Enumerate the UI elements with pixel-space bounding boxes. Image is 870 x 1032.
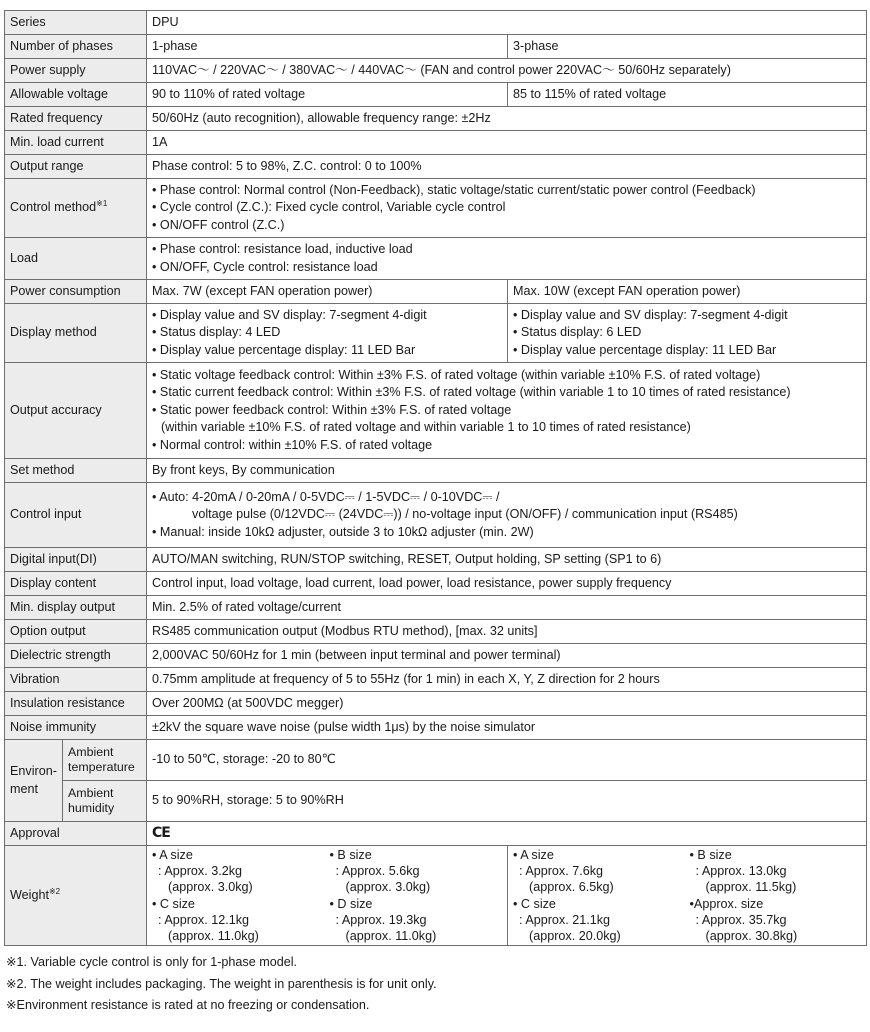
control-input-line: voltage pulse (0/12VDC⎓ (24VDC⎓)) / no-voltage input (ON/OFF) / communication input (RS485)	[192, 507, 738, 522]
row-power-supply	[5, 59, 867, 83]
series-value: DPU	[147, 11, 867, 35]
output-accuracy-line: • Static current feedback control: Within ±3% F.S. of rated voltage (within variable 1 to 10 times of rated resistance)	[152, 385, 791, 400]
power-consumption-single: Max. 7W (except FAN operation power)	[147, 280, 508, 304]
display-method-three	[508, 304, 867, 363]
weight-approx: : Approx. 3.2kg	[158, 863, 243, 878]
set-method-value: By front keys, By communication	[147, 459, 867, 483]
row-set-method	[5, 459, 867, 483]
display-method-single	[147, 304, 508, 363]
row-display-method	[5, 304, 867, 363]
phases-single: 1-phase	[147, 35, 508, 59]
insulation-resistance-label: Insulation resistance	[5, 692, 147, 716]
min-load-current-label: Min. load current	[5, 131, 147, 155]
power-consumption-label: Power consumption	[5, 280, 147, 304]
ambient-humidity-value: 5 to 90%RH, storage: 5 to 90%RH	[147, 781, 867, 822]
ambient-humidity-label	[63, 781, 147, 822]
noise-immunity-label: Noise immunity	[5, 716, 147, 740]
row-noise-immunity	[5, 716, 867, 740]
weight-approx: : Approx. 12.1kg	[158, 912, 250, 927]
row-vibration	[5, 668, 867, 692]
row-display-content	[5, 572, 867, 596]
allowable-voltage-three: 85 to 115% of rated voltage	[508, 83, 867, 107]
weight-unit-only: (approx. 30.8kg)	[705, 929, 798, 944]
min-display-output-label: Min. display output	[5, 596, 147, 620]
row-digital-input	[5, 548, 867, 572]
digital-input-value: AUTO/MAN switching, RUN/STOP switching, RESET, Output holding, SP setting (SP1 to 6)	[147, 548, 867, 572]
allowable-voltage-label: Allowable voltage	[5, 83, 147, 107]
spec-table	[4, 10, 867, 946]
vibration-value: 0.75mm amplitude at frequency of 5 to 55Hz (for 1 min) in each X, Y, Z direction for 2 hours	[147, 668, 867, 692]
weight-approx: : Approx. 21.1kg	[519, 912, 611, 927]
weight-size-title: •Approx. size	[689, 896, 764, 911]
load-value	[147, 238, 867, 280]
ce-mark-icon: CE	[152, 824, 170, 841]
environment-label	[5, 740, 63, 822]
row-weight	[5, 846, 867, 946]
weight-size-title: • A size	[152, 847, 193, 862]
footnote: ※2. The weight includes packaging. The weight in parenthesis is for unit only.	[6, 976, 437, 991]
ambient-temperature-label	[63, 740, 147, 781]
load-label: Load	[5, 238, 147, 280]
row-series	[5, 11, 867, 35]
output-accuracy-label: Output accuracy	[5, 363, 147, 459]
environment-label-line: ment	[10, 781, 38, 796]
display-content-label: Display content	[5, 572, 147, 596]
weight-note-mark: ※2	[48, 886, 61, 896]
output-accuracy-line: • Static power feedback control: Within ±3% F.S. of rated voltage	[152, 402, 512, 417]
display-method-line: • Status display: 6 LED	[513, 325, 642, 340]
set-method-label: Set method	[5, 459, 147, 483]
weight-size-title: • D size	[329, 896, 373, 911]
min-display-output-value: Min. 2.5% of rated voltage/current	[147, 596, 867, 620]
weight-unit-only: (approx. 20.0kg)	[529, 929, 621, 944]
row-load	[5, 238, 867, 280]
control-method-line: • Phase control: Normal control (Non-Feedback), static voltage/static current/static power control (Feedback)	[152, 182, 756, 197]
weight-single	[147, 846, 508, 946]
ambient-humidity-label-line: humidity	[68, 801, 115, 815]
dielectric-strength-label: Dielectric strength	[5, 644, 147, 668]
min-load-current-value: 1A	[147, 131, 867, 155]
insulation-resistance-value: Over 200MΩ (at 500VDC megger)	[147, 692, 867, 716]
display-method-line: • Display value and SV display: 7-segment 4-digit	[152, 307, 427, 322]
display-method-line: • Display value percentage display: 11 LED Bar	[152, 342, 416, 357]
row-ambient-humidity	[5, 781, 867, 822]
weight-label: Weight	[10, 887, 49, 902]
control-input-label: Control input	[5, 483, 147, 548]
control-method-note-mark: ※1	[96, 199, 108, 209]
row-min-load-current	[5, 131, 867, 155]
row-rated-frequency	[5, 107, 867, 131]
row-insulation-resistance	[5, 692, 867, 716]
weight-unit-only: (approx. 11.0kg)	[168, 929, 259, 944]
weight-unit-only: (approx. 11.5kg)	[705, 880, 797, 895]
output-range-value: Phase control: 5 to 98%, Z.C. control: 0 to 100%	[147, 155, 867, 179]
row-option-output	[5, 620, 867, 644]
row-control-method	[5, 179, 867, 238]
rated-frequency-value: 50/60Hz (auto recognition), allowable frequency range: ±2Hz	[147, 107, 867, 131]
ambient-temperature-value: -10 to 50℃, storage: -20 to 80℃	[147, 740, 867, 781]
weight-size-title: • B size	[329, 847, 372, 862]
weight-unit-only: (approx. 3.0kg)	[168, 880, 253, 895]
row-power-consumption	[5, 280, 867, 304]
weight-unit-only: (approx. 6.5kg)	[529, 880, 614, 895]
output-accuracy-line: (within variable ±10% F.S. of rated voltage and within variable 1 to 10 times of rated resistance)	[161, 420, 691, 435]
row-output-accuracy	[5, 363, 867, 459]
control-method-line: • Cycle control (Z.C.): Fixed cycle control, Variable cycle control	[152, 200, 506, 215]
rated-frequency-label: Rated frequency	[5, 107, 147, 131]
weight-size-title: • B size	[689, 847, 732, 862]
output-range-label: Output range	[5, 155, 147, 179]
weight-approx: : Approx. 35.7kg	[695, 912, 787, 927]
row-ambient-temperature	[5, 740, 867, 781]
weight-unit-only: (approx. 3.0kg)	[345, 880, 431, 895]
weight-unit-only: (approx. 11.0kg)	[345, 929, 437, 944]
control-input-value	[147, 483, 867, 548]
phases-label: Number of phases	[5, 35, 147, 59]
display-method-line: • Display value and SV display: 7-segment 4-digit	[513, 307, 788, 322]
output-accuracy-value	[147, 363, 867, 459]
display-method-line: • Status display: 4 LED	[152, 325, 281, 340]
weight-size-title: • C size	[513, 896, 556, 911]
row-allowable-voltage	[5, 83, 867, 107]
approval-label: Approval	[5, 822, 147, 846]
power-supply-value: 110VAC～ / 220VAC～ / 380VAC～ / 440VAC～ (FAN and control power 220VAC～ 50/60Hz separately)	[147, 59, 867, 83]
noise-immunity-value: ±2kV the square wave noise (pulse width 1μs) by the noise simulator	[147, 716, 867, 740]
footnotes	[6, 952, 437, 1017]
option-output-value: RS485 communication output (Modbus RTU method), [max. 32 units]	[147, 620, 867, 644]
load-line: • Phase control: resistance load, inductive load	[152, 241, 413, 256]
row-phases	[5, 35, 867, 59]
weight-approx: : Approx. 13.0kg	[695, 863, 787, 878]
row-output-range	[5, 155, 867, 179]
weight-approx: : Approx. 19.3kg	[335, 912, 427, 927]
approval-value	[147, 822, 867, 846]
control-method-label-cell	[5, 179, 147, 238]
control-method-value	[147, 179, 867, 238]
allowable-voltage-single: 90 to 110% of rated voltage	[147, 83, 508, 107]
display-method-label: Display method	[5, 304, 147, 363]
load-line: • ON/OFF, Cycle control: resistance load	[152, 259, 378, 274]
footnote: ※Environment resistance is rated at no freezing or condensation.	[6, 998, 370, 1012]
row-approval	[5, 822, 867, 846]
weight-label-cell	[5, 846, 147, 946]
display-content-value: Control input, load voltage, load current, load power, load resistance, power supply frequency	[147, 572, 867, 596]
display-method-line: • Display value percentage display: 11 LED Bar	[513, 342, 777, 357]
control-input-line: • Auto: 4-20mA / 0-20mA / 0-5VDC⎓ / 1-5VDC⎓ / 0-10VDC⎓ /	[152, 489, 500, 504]
row-min-display-output	[5, 596, 867, 620]
dielectric-strength-value: 2,000VAC 50/60Hz for 1 min (between input terminal and power terminal)	[147, 644, 867, 668]
row-control-input	[5, 483, 867, 548]
weight-approx: : Approx. 7.6kg	[519, 863, 604, 878]
weight-approx: : Approx. 5.6kg	[335, 863, 420, 878]
output-accuracy-line: • Normal control: within ±10% F.S. of rated voltage	[152, 437, 433, 452]
row-dielectric-strength	[5, 644, 867, 668]
power-consumption-three: Max. 10W (except FAN operation power)	[508, 280, 867, 304]
control-input-line: • Manual: inside 10kΩ adjuster, outside 3 to 10kΩ adjuster (min. 2W)	[152, 524, 534, 539]
ambient-humidity-label-line: Ambient	[68, 785, 114, 800]
vibration-label: Vibration	[5, 668, 147, 692]
digital-input-label: Digital input(DI)	[5, 548, 147, 572]
weight-size-title: • A size	[513, 847, 554, 862]
ambient-temperature-label-line: temperature	[68, 760, 135, 774]
control-method-line: • ON/OFF control (Z.C.)	[152, 217, 285, 232]
output-accuracy-line: • Static voltage feedback control: Within ±3% F.S. of rated voltage (within variable ±10% F.S. of rated voltage)	[152, 367, 761, 382]
weight-size-title: • C size	[152, 896, 195, 911]
phases-three: 3-phase	[508, 35, 867, 59]
series-label: Series	[5, 11, 147, 35]
option-output-label: Option output	[5, 620, 147, 644]
power-supply-label: Power supply	[5, 59, 147, 83]
weight-three	[508, 846, 867, 946]
environment-label-line: Environ-	[10, 763, 57, 778]
footnote: ※1. Variable cycle control is only for 1-phase model.	[6, 955, 298, 969]
ambient-temperature-label-line: Ambient	[68, 744, 114, 759]
control-method-label: Control method	[10, 200, 97, 215]
